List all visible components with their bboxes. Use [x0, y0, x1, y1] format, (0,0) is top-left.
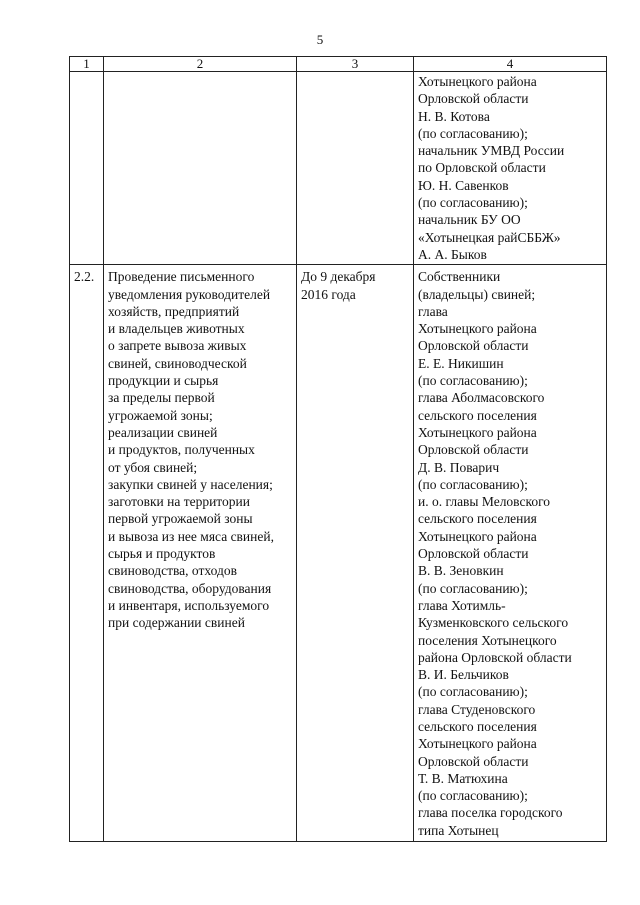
action-line: свиноводства, оборудования: [108, 580, 272, 596]
responsible-line: Хотынецкого района: [418, 424, 537, 440]
deadline-line: 2016 года: [301, 286, 356, 302]
column-number-2: 2: [104, 57, 297, 72]
responsible-line: Хотынецкого района: [418, 736, 537, 752]
responsible-line: поселения Хотынецкого: [418, 632, 557, 648]
action-line: свиноводства, отходов: [108, 563, 237, 579]
responsible-line: Орловской области: [418, 338, 529, 354]
cell-responsible: [414, 265, 607, 842]
responsible-line: глава поселка городского: [418, 805, 563, 821]
action-line: уведомления руководителей: [108, 286, 271, 302]
cell-responsible-continued: [414, 72, 607, 265]
responsible-line: (по согласованию);: [418, 580, 528, 596]
action-line: хозяйств, предприятий: [108, 303, 240, 319]
responsible-line: (владельцы) свиней;: [418, 286, 536, 302]
responsible-line: начальник БУ ОО: [418, 212, 521, 228]
action-line: Проведение письменного: [108, 269, 255, 285]
responsible-line: сельского поселения: [418, 511, 537, 527]
action-line: и владельцев животных: [108, 321, 245, 337]
responsible-line: «Хотынецкая райСББЖ»: [418, 229, 561, 245]
column-number-1: 1: [70, 57, 104, 72]
page-number: 5: [316, 32, 324, 47]
responsible-line: (по согласованию);: [418, 195, 528, 211]
responsible-line: Хотынецкого района: [418, 528, 537, 544]
responsible-line: Ю. Н. Савенков: [418, 177, 509, 193]
action-line: о запрете вывоза живых: [108, 338, 247, 354]
responsible-line: сельского поселения: [418, 407, 537, 423]
responsible-line: (по согласованию);: [418, 476, 528, 492]
measure-row-2-2: [70, 265, 607, 842]
responsible-line: типа Хотынец: [418, 822, 499, 838]
action-line: угрожаемой зоны;: [108, 407, 213, 423]
responsible-line: и. о. главы Меловского: [418, 494, 551, 510]
column-number-4: 4: [414, 57, 607, 72]
responsible-line: Орловской области: [418, 91, 529, 107]
responsible-line: Е. Е. Никишин: [418, 355, 504, 371]
responsible-line: глава: [418, 303, 448, 319]
continuation-row: [70, 72, 607, 265]
responsible-line: Т. В. Матюхина: [418, 770, 508, 786]
responsible-line: Д. В. Поварич: [418, 459, 500, 475]
action-line: при содержании свиней: [108, 615, 245, 631]
responsible-line: района Орловской области: [418, 649, 572, 665]
responsible-line: по Орловской области: [418, 160, 546, 176]
responsible-line: (по согласованию);: [418, 788, 528, 804]
responsible-line: Орловской области: [418, 442, 529, 458]
responsible-line: Собственники: [418, 269, 501, 285]
action-line: продукции и сырья: [108, 373, 219, 389]
action-line: и инвентаря, используемого: [108, 597, 270, 613]
action-line: от убоя свиней;: [108, 459, 198, 475]
responsible-line: (по согласованию);: [418, 125, 528, 141]
cell-empty-action: [104, 72, 297, 265]
responsible-line: глава Хотимль-: [418, 597, 506, 613]
action-line: сырья и продуктов: [108, 546, 216, 562]
deadline-line: До 9 декабря: [301, 269, 376, 285]
action-line: заготовки на территории: [108, 494, 250, 510]
responsible-line: Хотынецкого района: [418, 321, 537, 337]
action-line: первой угрожаемой зоны: [108, 511, 253, 527]
responsible-line: В. В. Зеновкин: [418, 563, 504, 579]
responsible-line: Н. В. Котова: [418, 108, 490, 124]
responsible-line: сельского поселения: [418, 718, 537, 734]
responsible-line: А. А. Быков: [418, 246, 487, 262]
responsible-line: (по согласованию);: [418, 684, 528, 700]
cell-empty-number: [70, 72, 104, 265]
responsible-line: начальник УМВД России: [418, 143, 565, 159]
column-number-3: 3: [297, 57, 414, 72]
responsible-line: Орловской области: [418, 753, 529, 769]
responsible-line: Хотынецкого района: [418, 74, 537, 89]
responsible-line: Кузменковского сельского: [418, 615, 569, 631]
cell-deadline: [297, 265, 414, 842]
action-line: и вывоза из нее мяса свиней,: [108, 528, 274, 544]
cell-empty-deadline: [297, 72, 414, 265]
column-numbers-row: [70, 57, 607, 72]
action-line: свиней, свиноводческой: [108, 355, 247, 371]
responsible-line: глава Аболмасовского: [418, 390, 545, 406]
measures-table: [69, 56, 607, 842]
action-line: за пределы первой: [108, 390, 215, 406]
cell-item-number: 2.2.: [70, 265, 104, 842]
action-line: и продуктов, полученных: [108, 442, 255, 458]
action-line: закупки свиней у населения;: [108, 476, 273, 492]
responsible-line: (по согласованию);: [418, 373, 528, 389]
action-line: реализации свиней: [108, 424, 218, 440]
cell-action: [104, 265, 297, 842]
responsible-line: глава Студеновского: [418, 701, 536, 717]
responsible-line: Орловской области: [418, 546, 529, 562]
responsible-line: В. И. Бельчиков: [418, 667, 509, 683]
